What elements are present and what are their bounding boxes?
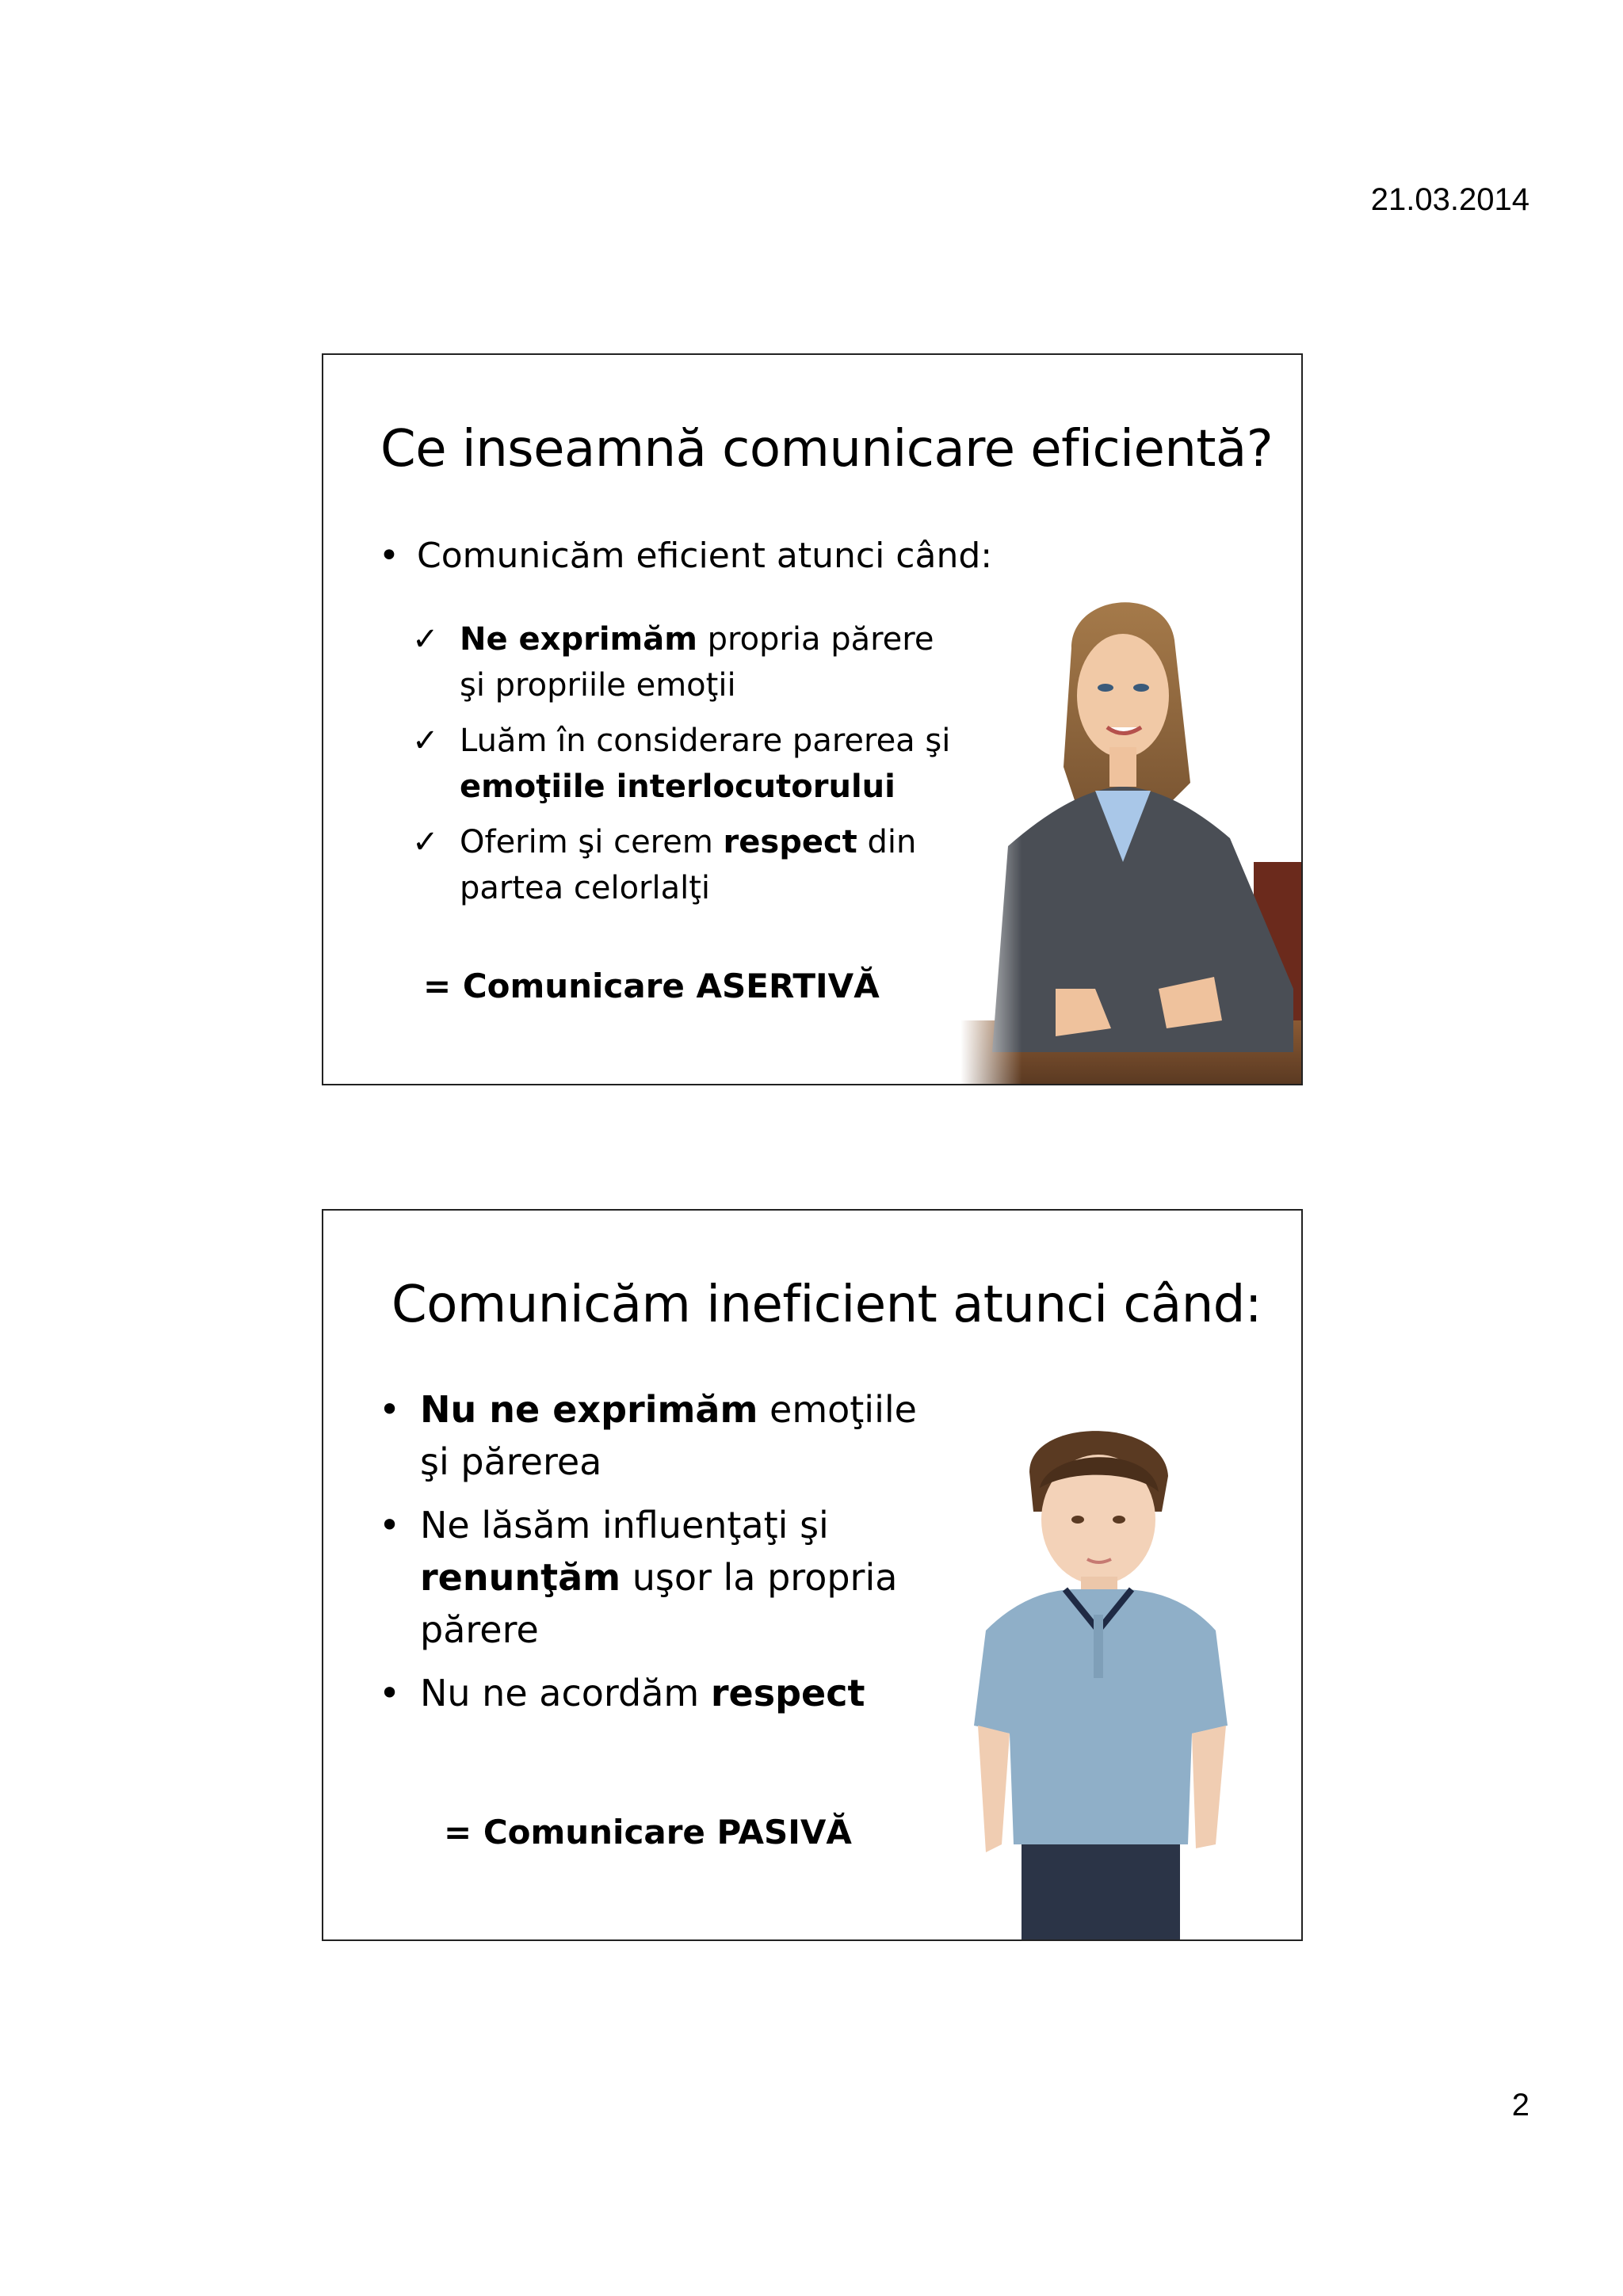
item-emphasis: renunţăm [420, 1556, 621, 1599]
item-pre: Luăm în considerare parerea şi [460, 723, 951, 759]
bullet-item [379, 1499, 949, 1656]
checklist-item [412, 616, 967, 708]
bullet-icon: • [379, 1504, 401, 1547]
bullet-icon: • [379, 1388, 401, 1431]
item-text [460, 616, 967, 708]
item-rest: din partea celorlalţi [460, 824, 917, 906]
document-date: 21.03.2014 [1370, 182, 1529, 217]
item-pre: Nu ne acordăm [420, 1672, 711, 1714]
bullet-item [379, 1667, 949, 1719]
item-pre: Oferim şi cerem [460, 824, 724, 860]
slide-title: Comunicăm ineficient atunci când: [391, 1276, 1262, 1334]
item-text [460, 819, 967, 911]
item-rest: emoţiile şi părerea [420, 1388, 917, 1483]
item-text [420, 1383, 949, 1488]
conclusion-passive: = Comunicare PASIVĂ [444, 1813, 852, 1852]
checkmark-icon: ✓ [412, 824, 439, 860]
item-emphasis: respect [710, 1672, 865, 1714]
conclusion-assertive: = Comunicare ASERTIVĂ [423, 967, 880, 1005]
item-text [460, 718, 967, 810]
lead-bullet [379, 536, 992, 576]
item-rest: propria părere şi propriile emoţii [460, 621, 934, 704]
slide-passive-communication [322, 1209, 1303, 1941]
checkmark-icon: ✓ [412, 723, 439, 759]
item-text [420, 1499, 949, 1656]
checkmark-icon: ✓ [412, 621, 439, 658]
bullet-item [379, 1383, 949, 1488]
bullet-icon: • [379, 536, 399, 576]
item-emphasis: Nu ne exprimăm [420, 1388, 758, 1431]
item-pre: Ne lăsăm influenţaţi şi [420, 1504, 829, 1547]
lead-text: Comunicăm eficient atunci când: [417, 536, 993, 576]
item-emphasis: emoţiile interlocutorului [460, 769, 896, 805]
item-rest: uşor la propria părere [420, 1556, 898, 1651]
page-number: 2 [1511, 2088, 1529, 2122]
checklist [412, 616, 967, 921]
boy-photo [954, 1401, 1247, 1939]
item-emphasis: Ne exprimăm [460, 621, 697, 658]
checklist-item [412, 819, 967, 911]
checklist-item [412, 718, 967, 810]
item-emphasis: respect [723, 824, 857, 860]
businesswoman-photo [960, 577, 1301, 1084]
bullet-list [379, 1383, 949, 1730]
bullet-icon: • [379, 1672, 401, 1714]
item-text [420, 1667, 865, 1719]
slide-title: Ce inseamnă comunicare eficientă? [380, 420, 1274, 479]
slide-assertive-communication [322, 353, 1303, 1085]
